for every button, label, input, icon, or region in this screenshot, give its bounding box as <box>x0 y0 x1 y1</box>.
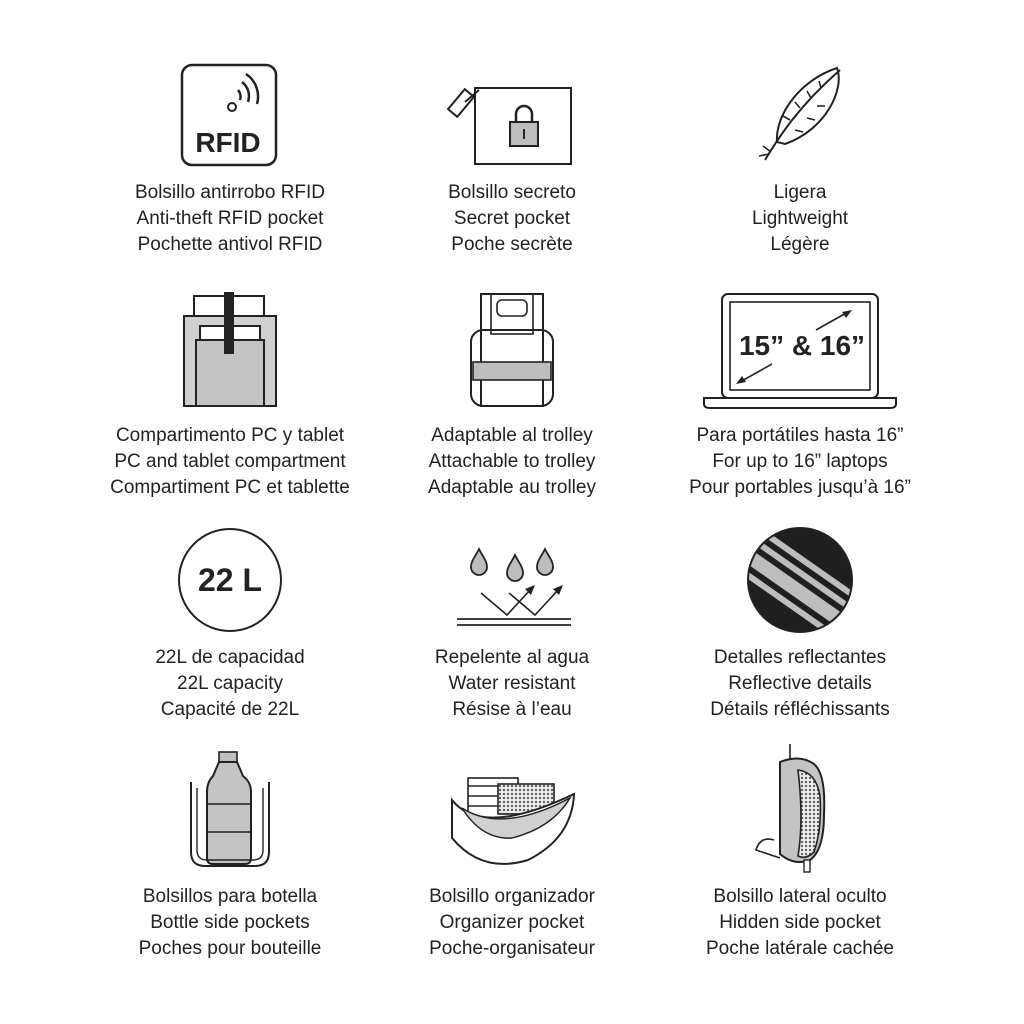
label-es: Bolsillo secreto <box>448 182 576 203</box>
label-en: Secret pocket <box>453 208 571 229</box>
label-fr: Résise à l’eau <box>452 699 572 720</box>
label-fr: Poche-organisateur <box>429 938 595 959</box>
label-en: Hidden side pocket <box>719 912 881 933</box>
label-fr: Poche latérale cachée <box>705 938 894 959</box>
label-es: Bolsillo antirrobo RFID <box>134 182 326 203</box>
hidden-side-pocket-icon <box>630 740 970 850</box>
label-es: 22L de capacidad <box>155 647 305 668</box>
label-fr: Pochette antivol RFID <box>137 234 323 255</box>
label-en: Reflective details <box>728 673 872 694</box>
label-es: Repelente al agua <box>434 647 590 668</box>
label-es: Detalles reflectantes <box>713 647 887 668</box>
label-fr: Pour portables jusqu’à 16” <box>689 477 911 498</box>
label-en: Attachable to trolley <box>428 451 596 472</box>
label-en: PC and tablet compartment <box>114 451 346 472</box>
label-fr: Légère <box>770 234 830 255</box>
laptop-icon <box>630 290 970 400</box>
label-en: For up to 16” laptops <box>712 451 888 472</box>
label-fr: Poches pour bouteille <box>138 938 322 959</box>
label-fr: Détails réfléchissants <box>710 699 890 720</box>
svg-text:RFID: RFID <box>195 127 261 158</box>
label-fr: Adaptable au trolley <box>428 477 596 498</box>
label-en: Anti-theft RFID pocket <box>136 208 324 229</box>
label-es: Ligera <box>773 182 827 203</box>
label-es: Para portátiles hasta 16” <box>696 425 904 446</box>
label-es: Bolsillo organizador <box>429 886 595 907</box>
label-es: Bolsillo lateral oculto <box>713 886 887 907</box>
feather-icon <box>630 60 970 170</box>
label-fr: Poche secrète <box>451 234 573 255</box>
label-en: 22L capacity <box>177 673 283 694</box>
label-en: Water resistant <box>448 673 576 694</box>
label-en: Bottle side pockets <box>150 912 310 933</box>
svg-text:15” & 16”: 15” & 16” <box>738 330 866 361</box>
label-fr: Capacité de 22L <box>160 699 300 720</box>
svg-text:22 L: 22 L <box>197 562 263 598</box>
label-fr: Compartiment PC et tablette <box>110 477 350 498</box>
label-en: Organizer pocket <box>439 912 585 933</box>
reflective-stripes-icon <box>630 525 970 635</box>
label-en: Lightweight <box>751 208 849 229</box>
label-es: Compartimento PC y tablet <box>115 425 345 446</box>
label-es: Adaptable al trolley <box>431 425 593 446</box>
label-es: Bolsillos para botella <box>142 886 318 907</box>
